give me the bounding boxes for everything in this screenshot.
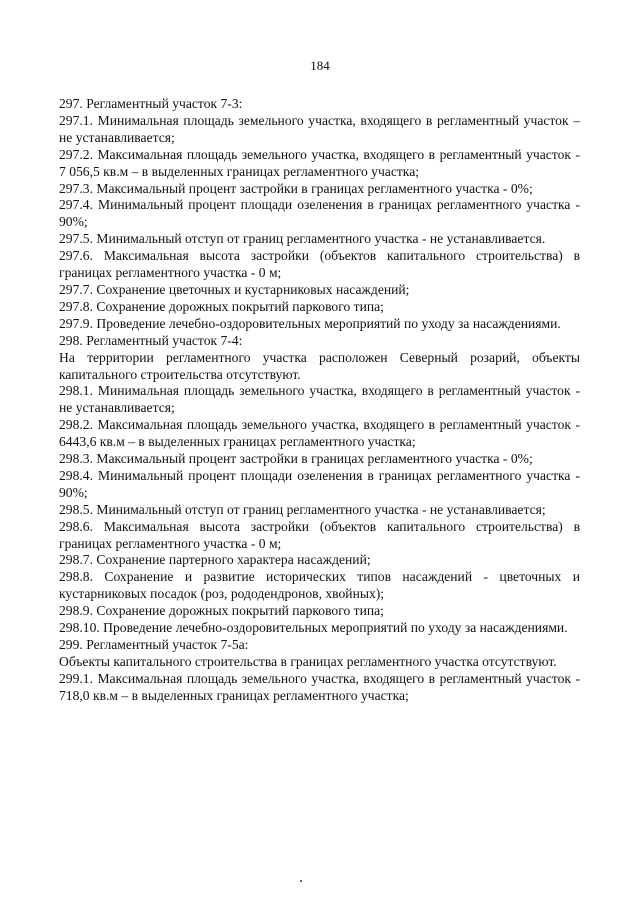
page-number: 184 (310, 58, 330, 73)
scan-speck (300, 880, 302, 882)
paragraph: 299. Регламентный участок 7-5а: (59, 637, 249, 652)
paragraph: Объекты капитального строительства в границах регламентного участка отсутствуют. (59, 653, 557, 669)
paragraph: 297.8. Сохранение дорожных покрытий паркового типа; (59, 298, 384, 314)
paragraph: 297.1. Минимальная площадь земельного участка, входящего в регламентный участок – не устанавливается; (59, 112, 580, 145)
paragraph: 297.7. Сохранение цветочных и кустарниковых насаждений; (59, 281, 410, 297)
paragraph: 297. Регламентный участок 7-3: (59, 96, 243, 111)
paragraph: На территории регламентного участка расположен Северный розарий, объекты капитального строительства отсутствуют. (59, 349, 580, 382)
paragraph: 298. Регламентный участок 7-4: (59, 332, 243, 348)
paragraph: 298.4. Минимальный процент площади озеленения в границах регламентного участка - 90%; (59, 467, 580, 500)
paragraph: 297.5. Минимальный отступ от границ регламентного участка - не устанавливается. (59, 231, 546, 247)
paragraph: 297.4. Минимальный процент площади озеленения в границах регламентного участка - 90%; (59, 197, 580, 230)
paragraph: 299.1. Максимальная площадь земельного участка, входящего в регламентный участок - 718,0 кв.м – в выделенных границах регламентного участка; (59, 670, 580, 703)
paragraph: 298.8. Сохранение и развитие исторических типов насаждений - цветочных и кустарниковых посадок (роз, рододендронов, хвойных); (59, 569, 580, 602)
paragraph: 298.9. Сохранение дорожных покрытий паркового типа; (59, 603, 384, 619)
paragraph: 298.6. Максимальная высота застройки (объектов капитального строительства) в границах регламентного участка - 0 м; (59, 518, 580, 551)
paragraph: 297.3. Максимальный процент застройки в границах регламентного участка - 0%; (59, 180, 533, 196)
paragraph: 298.1. Минимальная площадь земельного участка, входящего в регламентный участок - не устанавливается; (59, 383, 580, 416)
paragraph: 298.5. Минимальный отступ от границ регламентного участка - не устанавливается; (59, 501, 546, 517)
document-body (59, 96, 580, 705)
paragraph: 297.2. Максимальная площадь земельного участка, входящего в регламентный участок - 7 056,5 кв.м – в выделенных границах регламентного участка; (59, 146, 580, 179)
paragraph: 298.3. Максимальный процент застройки в границах регламентного участка - 0%; (59, 451, 533, 467)
paragraph: 297.6. Максимальная высота застройки (объектов капитального строительства) в границах регламентного участка - 0 м; (59, 248, 580, 281)
paragraph: 298.7. Сохранение партерного характера насаждений; (59, 552, 371, 568)
paragraph: 297.9. Проведение лечебно-оздоровительных мероприятий по уходу за насаждениями. (59, 315, 561, 331)
paragraph: 298.10. Проведение лечебно-оздоровительных мероприятий по уходу за насаждениями. (59, 620, 568, 636)
paragraph: 298.2. Максимальная площадь земельного участка, входящего в регламентный участок - 6443,6 кв.м – в выделенных границах регламентного участка; (59, 417, 580, 450)
